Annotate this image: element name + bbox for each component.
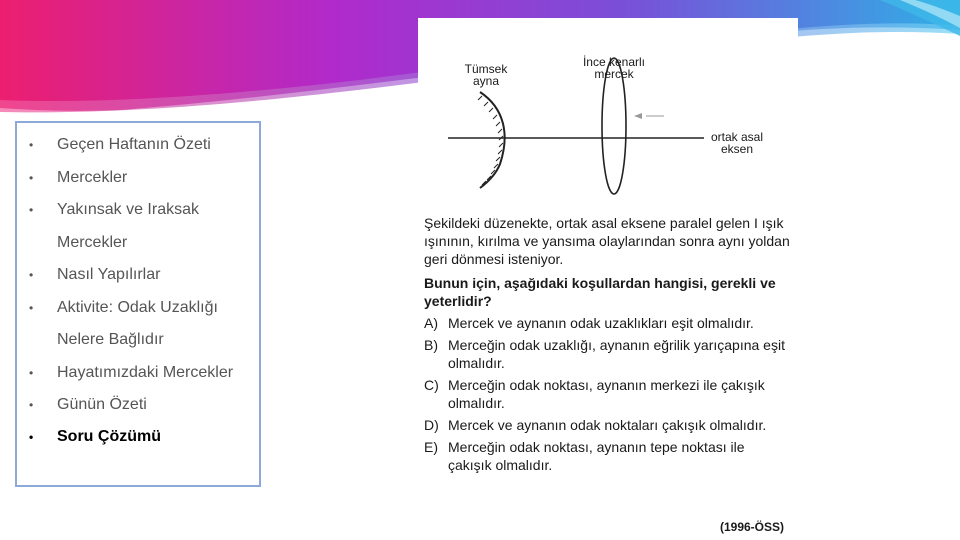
- bullet: •: [29, 171, 34, 185]
- ray-arrow-icon: [634, 113, 642, 119]
- mirror-label: Tümsek ayna: [464, 62, 508, 88]
- bullet: •: [29, 430, 34, 444]
- option-c: C) Merceğin odak noktası, aynanın merkezi ile çakışık olmalıdır.: [424, 377, 765, 411]
- bullet: •: [29, 398, 34, 412]
- option-b: B) Merceğin odak uzaklığı, aynanın eğrilik yarıçapına eşit olmalıdır.: [424, 337, 785, 371]
- agenda-panel: • Geçen Haftanın Özeti • Mercekler • Yakınsak ve Iraksak Mercekler • Nasıl Yapılırlar • Aktivite: Odak Uzaklığı Nelere Bağlıdır • Hayatımızdaki Mercekler • Günün Özeti • Soru Çözümü: [15, 121, 261, 487]
- bullet: •: [29, 301, 34, 315]
- question-stem: Şekildeki düzenekte, ortak asal eksene paralel gelen I ışık ışınının, kırılma ve yansıma olaylarından sonra aynı yoldan geri dönmesi isteniyor.: [424, 215, 790, 267]
- bullet: •: [29, 138, 34, 152]
- question-prompt: Bunun için, aşağıdaki koşullardan hangisi, gerekli ve yeterlidir?: [424, 275, 776, 309]
- option-a: A) Mercek ve aynanın odak uzaklıkları eşit olmalıdır.: [424, 315, 754, 331]
- bullet: •: [29, 268, 34, 282]
- axis-label: ortak asal eksen: [710, 130, 764, 156]
- bullet: •: [29, 203, 34, 217]
- convex-mirror: [480, 92, 505, 188]
- option-d: D) Mercek ve aynanın odak noktaları çakışık olmalıdır.: [424, 417, 767, 433]
- optics-diagram: [418, 18, 798, 218]
- question-image: [418, 18, 798, 540]
- question-text: [424, 214, 790, 474]
- lens-label: İnce kenarlı mercek: [582, 55, 646, 81]
- mirror-hatching: [478, 96, 503, 185]
- option-e: E) Merceğin odak noktası, aynanın tepe noktası ile çakışık olmalıdır.: [424, 439, 745, 473]
- bullet: •: [29, 366, 34, 380]
- question-source: (1996-ÖSS): [719, 520, 784, 534]
